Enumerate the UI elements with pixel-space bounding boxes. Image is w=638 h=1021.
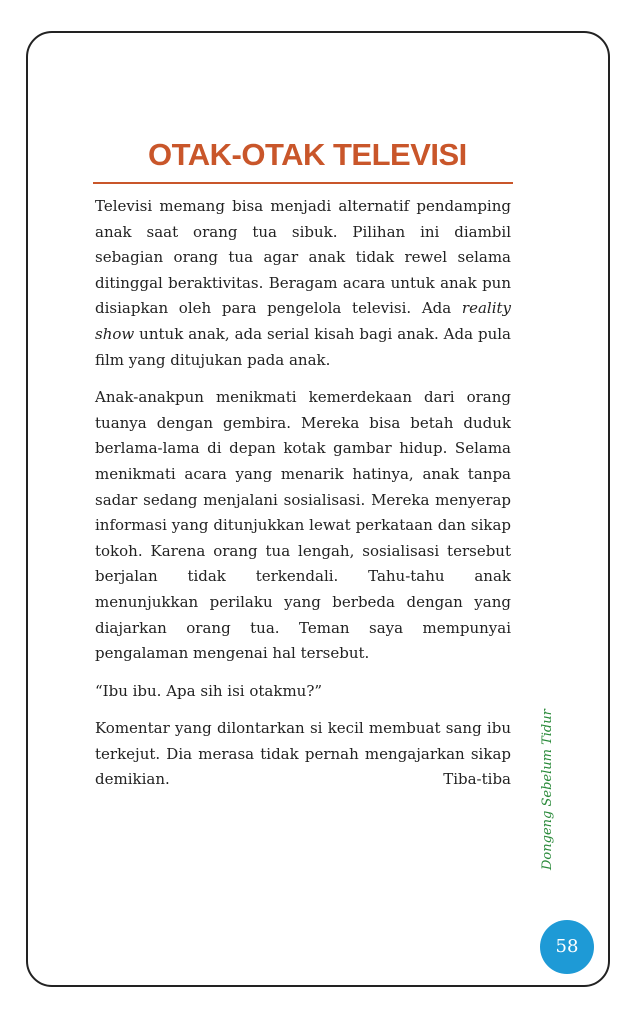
page-number-badge <box>540 920 594 974</box>
text-run: Televisi memang bisa menjadi alternatif pendamping anak saat orang tua sibuk. Pilihan ini diambil sebagian orang tua agar anak tidak rewel selama ditinggal beraktivitas. Beragam acara untuk anak pun disiapkan oleh para pengelola televisi. Ada <box>95 197 511 318</box>
paragraph <box>95 194 511 373</box>
text-run: Anak-anakpun menikmati kemerdekaan dari orang tuanya dengan gembira. Mereka bisa betah duduk berlama-lama di depan kotak gambar hidup. Selama menikmati acara yang menarik hatinya, anak tanpa sadar sedang menjalani sosialisasi. Mereka menyerap informasi yang ditunjukkan lewat perkataan dan sikap tokoh. Karena orang tua lengah, sosialisasi tersebut berjalan tidak terkendali. Tahu-tahu anak menunjukkan perilaku yang berbeda dengan yang diajarkan orang tua. Teman saya mempunyai pengalaman mengenai hal tersebut. <box>95 388 511 663</box>
book-title-caption: Dongeng Sebelum Tidur <box>540 709 555 870</box>
title-underline <box>93 182 513 184</box>
page-number: 58 <box>555 936 579 957</box>
body-text <box>95 194 511 793</box>
paragraph <box>95 385 511 667</box>
text-run: Komentar yang dilontarkan si kecil membuat sang ibu terkejut. Dia merasa tidak pernah mengajarkan sikap demikian. Tiba-tiba <box>95 719 511 789</box>
paragraph <box>95 716 511 793</box>
italic-text: reality show <box>95 299 511 343</box>
text-run: “Ibu ibu. Apa sih isi otakmu?” <box>95 681 323 700</box>
page-title: OTAK-OTAK TELEVISI <box>148 137 467 172</box>
text-run: untuk anak, ada serial kisah bagi anak. Ada pula film yang ditujukan pada anak. <box>95 324 511 369</box>
paragraph <box>95 679 511 705</box>
